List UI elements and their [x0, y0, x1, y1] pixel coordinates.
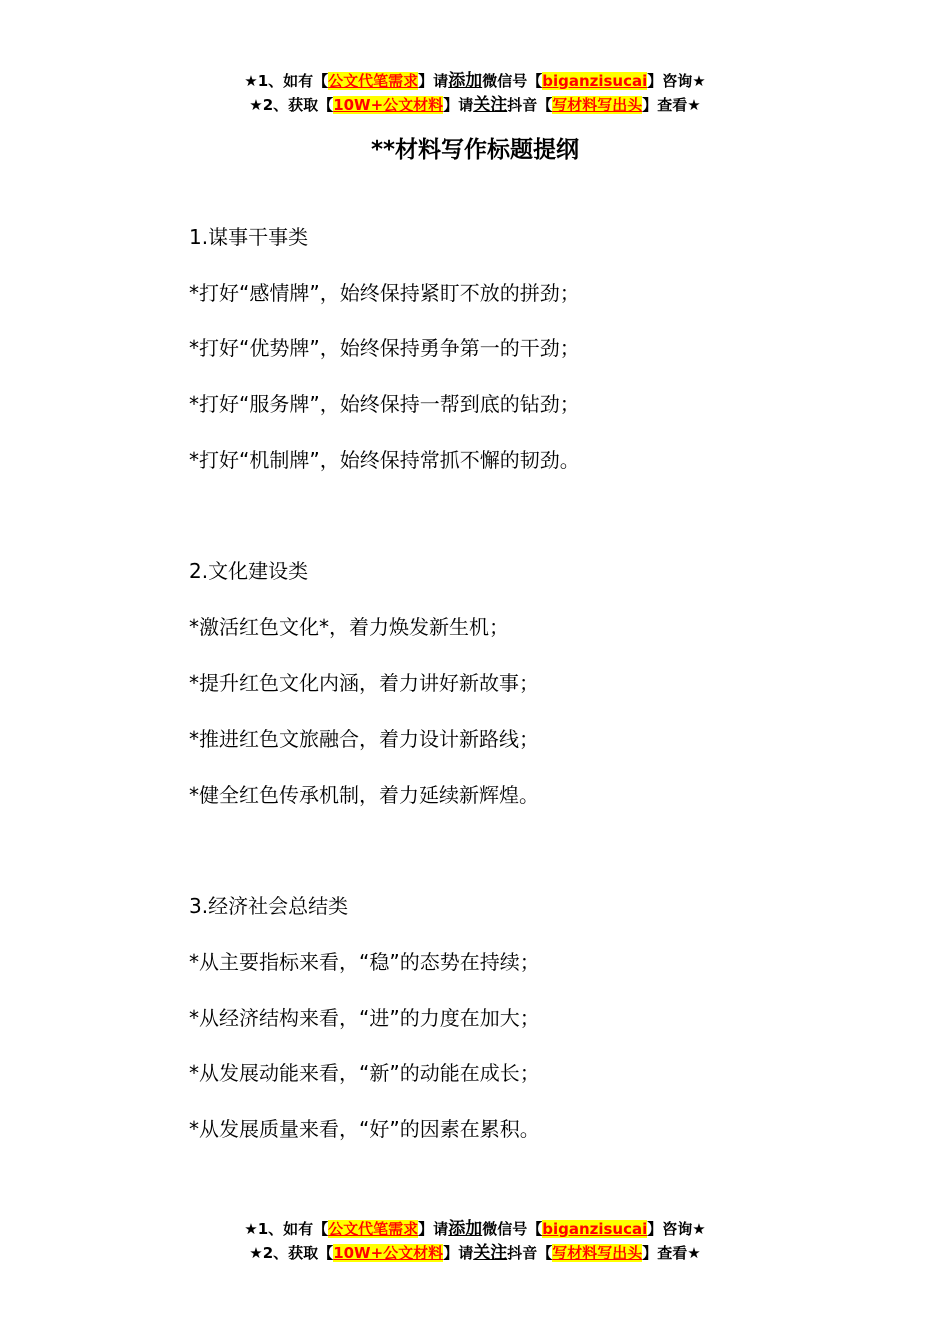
bottom-promo-banner — [0, 1217, 950, 1265]
promo-line-1 — [0, 69, 950, 93]
list-item: *打好“优势牌”，始终保持勇争第一的干劲； — [189, 336, 580, 360]
list-item: *从发展质量来看，“好”的因素在累积。 — [189, 1117, 540, 1141]
promo-text: 微信号【 — [482, 1220, 543, 1238]
underlined-text: 关注 — [473, 1243, 508, 1263]
list-item: *激活红色文化*，着力焕发新生机； — [189, 615, 509, 639]
promo-line-2 — [0, 93, 950, 117]
list-item: *提升红色文化内涵，着力讲好新故事； — [189, 671, 539, 695]
promo-text: 微信号【 — [482, 72, 543, 90]
promo-text: 】请 — [418, 72, 449, 90]
top-promo-banner — [0, 69, 950, 117]
promo-text: 】请 — [418, 1220, 449, 1238]
document-title: **材料写作标题提纲 — [370, 137, 580, 163]
list-item: *从发展动能来看，“新”的动能在成长； — [189, 1061, 540, 1085]
promo-text: 】查看★ — [642, 1244, 701, 1262]
section-heading: 3.经济社会总结类 — [189, 894, 349, 918]
highlight-service: 公文代笔需求 — [328, 1220, 419, 1238]
promo-text: 抖音【 — [507, 1244, 553, 1262]
promo-text: 】请 — [443, 1244, 474, 1262]
promo-text: ★1、如有【 — [244, 72, 329, 90]
highlight-douyin: 写材料写出头 — [552, 1244, 643, 1262]
promo-text: ★2、获取【 — [249, 96, 334, 114]
list-item: *健全红色传承机制，着力延续新辉煌。 — [189, 783, 539, 807]
promo-text: 】请 — [443, 96, 474, 114]
list-item: *打好“感情牌”，始终保持紧盯不放的拼劲； — [189, 281, 580, 305]
highlight-wechat-id: biganzisucai — [542, 72, 648, 90]
section-heading: 1.谋事干事类 — [189, 225, 309, 249]
list-item: *从经济结构来看，“进”的力度在加大； — [189, 1006, 540, 1030]
highlight-douyin: 写材料写出头 — [552, 96, 643, 114]
section-heading: 2.文化建设类 — [189, 559, 309, 583]
promo-text: 】咨询★ — [647, 1220, 706, 1238]
promo-text: ★1、如有【 — [244, 1220, 329, 1238]
highlight-materials: 10W+公文材料 — [333, 1244, 444, 1262]
highlight-service: 公文代笔需求 — [328, 72, 419, 90]
promo-line-2 — [0, 1241, 950, 1265]
list-item: *打好“机制牌”，始终保持常抓不懈的韧劲。 — [189, 448, 580, 472]
highlight-materials: 10W+公文材料 — [333, 96, 444, 114]
underlined-text: 关注 — [473, 95, 508, 115]
underlined-text: 添加 — [448, 71, 483, 91]
highlight-wechat-id: biganzisucai — [542, 1220, 648, 1238]
promo-text: 】查看★ — [642, 96, 701, 114]
promo-text: 】咨询★ — [647, 72, 706, 90]
promo-text: ★2、获取【 — [249, 1244, 334, 1262]
list-item: *从主要指标来看，“稳”的态势在持续； — [189, 950, 540, 974]
promo-text: 抖音【 — [507, 96, 553, 114]
underlined-text: 添加 — [448, 1219, 483, 1239]
list-item: *打好“服务牌”，始终保持一帮到底的钻劲； — [189, 392, 580, 416]
list-item: *推进红色文旅融合，着力设计新路线； — [189, 727, 539, 751]
promo-line-1 — [0, 1217, 950, 1241]
